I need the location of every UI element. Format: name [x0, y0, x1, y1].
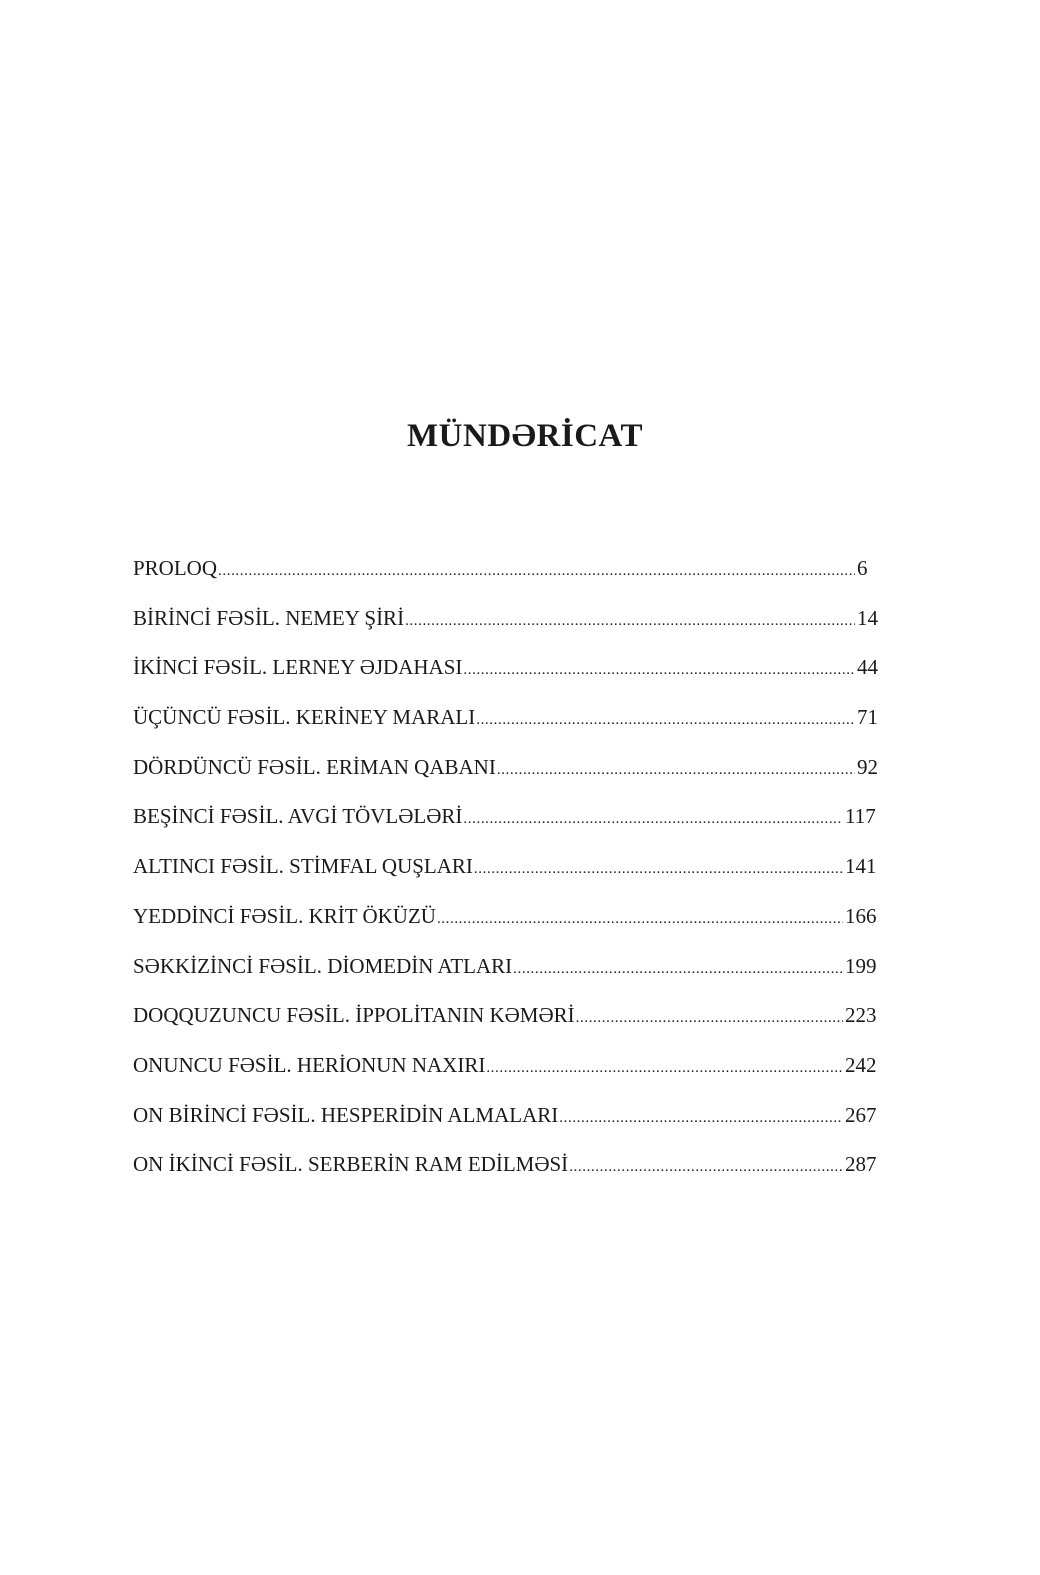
- toc-entry-label: SƏKKİZİNCİ FƏSİL. DİOMEDİN ATLARI: [133, 953, 513, 978]
- toc-entry: [133, 598, 883, 648]
- dot-leader: [569, 1144, 843, 1187]
- toc-entry: [133, 1095, 883, 1145]
- dot-leader: [437, 896, 843, 939]
- dot-leader: [497, 747, 855, 790]
- toc-entry-page: 223: [845, 1003, 877, 1028]
- toc-entry-label: ONUNCU FƏSİL. HERİONUN NAXIRI: [133, 1052, 486, 1077]
- toc-entry-label: ALTINCI FƏSİL. STİMFAL QUŞLARI: [133, 854, 473, 879]
- table-of-contents: [133, 548, 883, 1194]
- toc-entry-page: 6: [857, 556, 868, 580]
- dot-leader: [405, 598, 855, 641]
- dot-leader: [576, 995, 843, 1038]
- dot-leader: [463, 647, 855, 690]
- toc-entry: [133, 548, 883, 598]
- toc-entry-page: 44: [857, 655, 878, 680]
- toc-entry: [133, 796, 883, 846]
- toc-entry-label: ON BİRİNCİ FƏSİL. HESPERİDİN ALMALARI: [133, 1102, 559, 1127]
- toc-entry-label: İKİNCİ FƏSİL. LERNEY ƏJDAHASI: [133, 655, 463, 680]
- dot-leader: [486, 1045, 843, 1088]
- toc-entry: [133, 1144, 883, 1194]
- toc-entry: [133, 697, 883, 747]
- toc-entry-page: 166: [845, 903, 877, 928]
- toc-entry-page: 199: [845, 953, 877, 978]
- dot-leader: [513, 946, 843, 989]
- toc-entry-label: BEŞİNCİ FƏSİL. AVGİ TÖVLƏLƏRİ: [133, 804, 463, 829]
- toc-entry-label: ÜÇÜNCÜ FƏSİL. KERİNEY MARALI: [133, 705, 476, 730]
- toc-entry: [133, 995, 883, 1045]
- toc-entry-page: 242: [845, 1052, 877, 1077]
- toc-entry: [133, 896, 883, 946]
- toc-entry-page: 117: [845, 804, 876, 829]
- toc-entry-page: 141: [845, 854, 877, 879]
- toc-entry-page: 71: [857, 705, 878, 730]
- toc-entry-label: DOQQUZUNCU FƏSİL. İPPOLİTANIN KƏMƏRİ: [133, 1003, 575, 1028]
- toc-entry-label: PROLOQ: [133, 556, 218, 580]
- toc-entry-label: ON İKİNCİ FƏSİL. SERBERİN RAM EDİLMƏSİ: [133, 1152, 569, 1177]
- toc-entry: [133, 1045, 883, 1095]
- toc-entry: [133, 747, 883, 797]
- dot-leader: [463, 796, 843, 839]
- toc-entry-page: 267: [845, 1102, 877, 1127]
- dot-leader: [476, 697, 855, 740]
- toc-entry-page: 287: [845, 1152, 877, 1177]
- dot-leader: [474, 846, 843, 889]
- dot-leader: [218, 548, 855, 591]
- toc-entry-label: DÖRDÜNCÜ FƏSİL. ERİMAN QABANI: [133, 754, 496, 779]
- toc-entry-label: BİRİNCİ FƏSİL. NEMEY ŞİRİ: [133, 605, 405, 630]
- page-title: MÜNDƏRİCAT: [407, 418, 643, 454]
- dot-leader: [559, 1095, 843, 1138]
- toc-entry-page: 14: [857, 605, 878, 630]
- toc-entry: [133, 846, 883, 896]
- toc-entry-page: 92: [857, 754, 878, 779]
- toc-entry: [133, 647, 883, 697]
- toc-entry: [133, 946, 883, 996]
- toc-entry-label: YEDDİNCİ FƏSİL. KRİT ÖKÜZÜ: [133, 903, 436, 928]
